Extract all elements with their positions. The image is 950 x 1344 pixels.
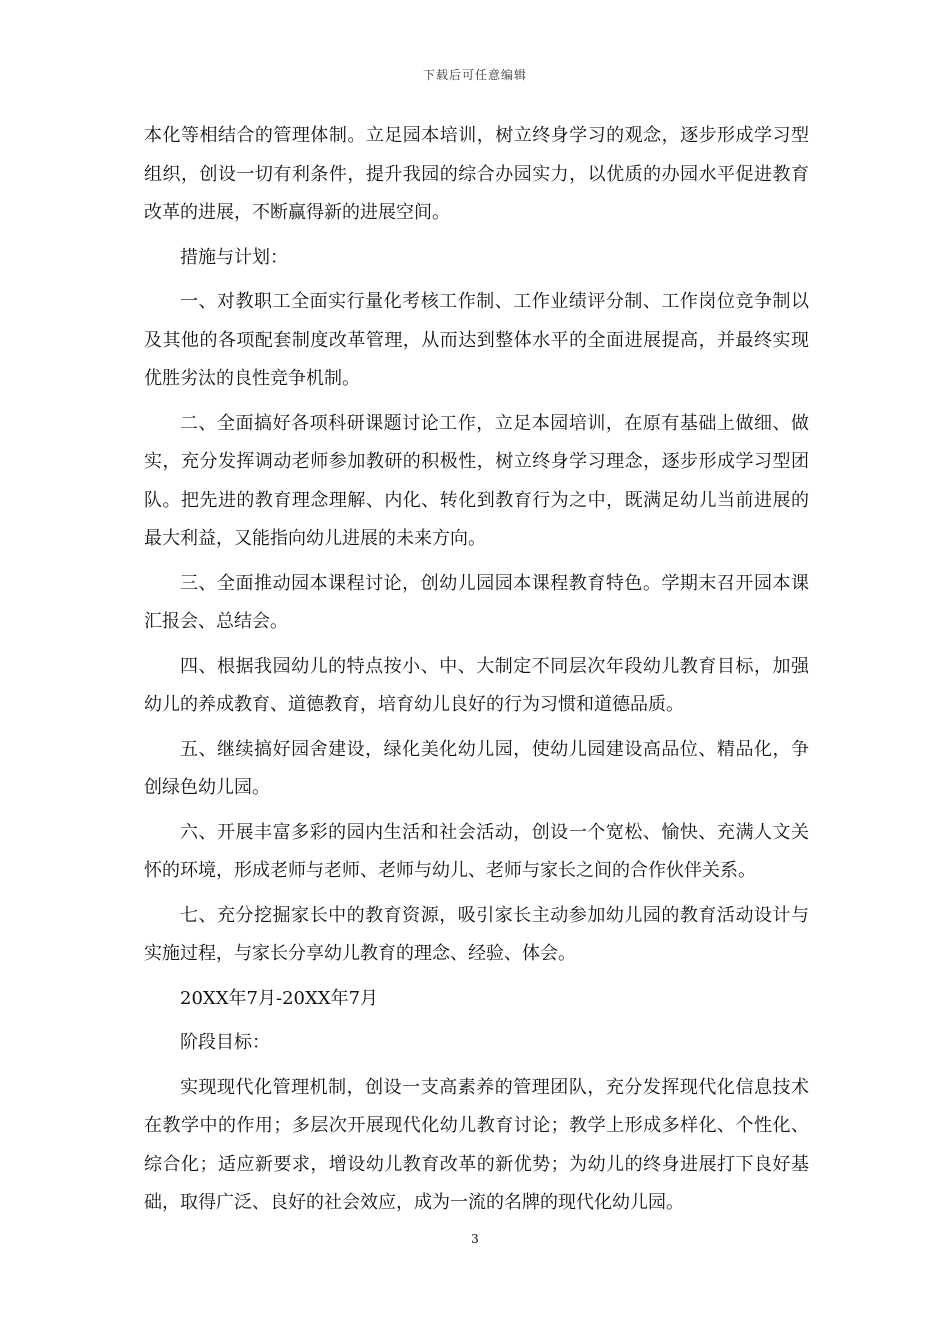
paragraph-measures-heading: 措施与计划：	[180, 246, 288, 268]
paragraph-item-5: 五、继续搞好园舍建设，绿化美化幼儿园，使幼儿园建设高品位、精品化，争创绿色幼儿园。	[144, 738, 809, 798]
paragraph-item-3: 三、全面推动园本课程讨论，创幼儿园园本课程教育特色。学期末召开园本课汇报会、总结会。	[144, 572, 809, 632]
paragraph-continuation: 本化等相结合的管理体制。立足园本培训，树立终身学习的观念，逐步形成学习型组织，创设一切有利条件，提升我园的综合办园实力，以优质的办园水平促进教育改革的进展，不断赢得新的进展空间。	[144, 125, 809, 223]
document-body	[144, 117, 809, 1229]
paragraph-item-6: 六、开展丰富多彩的园内生活和社会活动，创设一个宽松、愉快、充满人文关怀的环境，形成老师与老师、老师与幼儿、老师与家长之间的合作伙伴关系。	[144, 821, 809, 881]
header-note: 下载后可任意编辑	[422, 68, 527, 82]
paragraph-item-7: 七、充分挖掘家长中的教育资源，吸引家长主动参加幼儿园的教育活动设计与实施过程，与家长分享幼儿教育的理念、经验、体会。	[144, 904, 809, 964]
paragraph-stage-goal-heading: 阶段目标：	[180, 1032, 270, 1053]
paragraph-stage-goal: 实现现代化管理机制，创设一支高素养的管理团队，充分发挥现代化信息技术在教学中的作用；多层次开展现代化幼儿教育讨论；教学上形成多样化、个性化、综合化；适应新要求，增设幼儿教育改革的新优势；为幼儿的终身进展打下良好基础，取得广泛、良好的社会效应，成为一流的名牌的现代化幼儿园。	[144, 1076, 809, 1213]
paragraph-date-range: 20XX年7月-20XX年7月	[180, 987, 379, 1009]
paragraph-item-1: 一、对教职工全面实行量化考核工作制、工作业绩评分制、工作岗位竞争制以及其他的各项配套制度改革管理，从而达到整体水平的全面进展提高，并最终实现优胜劣汰的良性竞争机制。	[144, 291, 809, 389]
paragraph-item-4: 四、根据我园幼儿的特点按小、中、大制定不同层次年段幼儿教育目标，加强幼儿的养成教育、道德教育，培育幼儿良好的行为习惯和道德品质。	[144, 655, 809, 715]
page-number: 3	[471, 1232, 479, 1246]
paragraph-item-2: 二、全面搞好各项科研课题讨论工作，立足本园培训，在原有基础上做细、做实，充分发挥调动老师参加教研的积极性，树立终身学习理念，逐步形成学习型团队。把先进的教育理念理解、内化、转化到教育行为之中，既满足幼儿当前进展的最大利益，又能指向幼儿进展的未来方向。	[144, 412, 809, 549]
